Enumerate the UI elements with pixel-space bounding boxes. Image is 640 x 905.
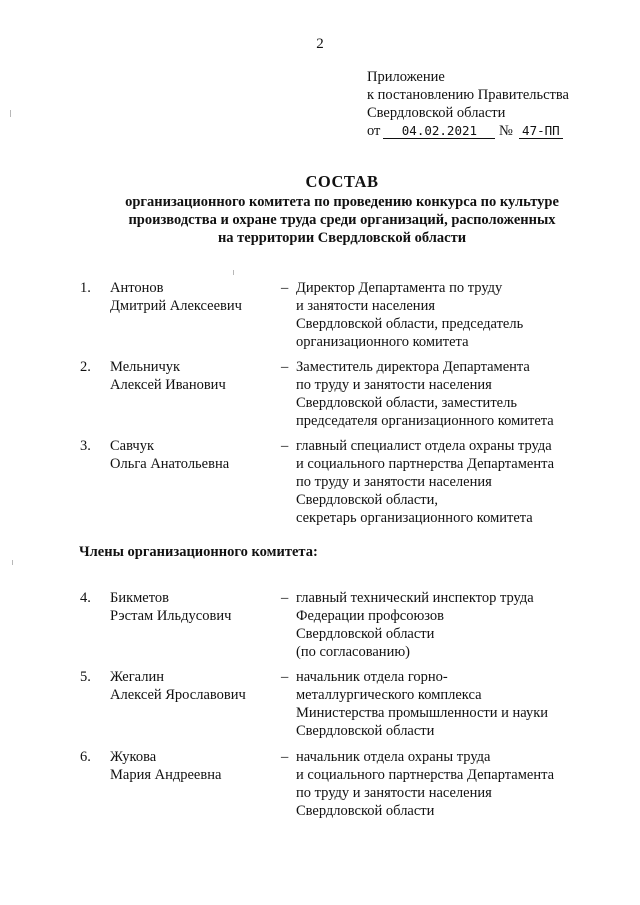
- description-line: Министерства промышленности и науки: [296, 705, 549, 721]
- scan-speck: [233, 270, 234, 275]
- description-line: и социального партнерства Департамента: [296, 767, 555, 783]
- appendix-date-line: [367, 122, 569, 140]
- entry-number: 4.: [80, 590, 91, 606]
- entry-description: [296, 589, 636, 661]
- given-names: Ольга Анатольевна: [110, 456, 230, 472]
- subtitle-line: организационного комитета по проведению конкурса по культуре: [125, 194, 559, 210]
- surname: Савчук: [110, 438, 154, 454]
- entry-description: [296, 668, 636, 740]
- description-line: Свердловской области: [296, 723, 435, 739]
- description-line: по труду и занятости населения: [296, 785, 492, 801]
- given-names: Рэстам Ильдусович: [110, 608, 232, 624]
- entry-name: [110, 437, 280, 473]
- description-line: Свердловской области: [296, 626, 435, 642]
- entry-name: [110, 668, 280, 704]
- given-names: Алексей Ярославович: [110, 687, 246, 703]
- description-line: Свердловской области, заместитель: [296, 395, 517, 411]
- entry-number: 5.: [80, 669, 91, 685]
- description-line: главный специалист отдела охраны труда: [296, 438, 552, 454]
- given-names: Алексей Иванович: [110, 377, 226, 393]
- entry-name: [110, 589, 280, 625]
- appendix-block: [367, 68, 569, 140]
- appendix-line: Свердловской области: [367, 105, 506, 121]
- surname: Бикметов: [110, 590, 169, 606]
- entry-description: [296, 279, 636, 351]
- entry-number: 3.: [80, 438, 91, 454]
- description-line: по труду и занятости населения: [296, 377, 492, 393]
- given-names: Мария Андреевна: [110, 767, 222, 783]
- document-title: СОСТАВ: [305, 172, 379, 191]
- entry-number: 1.: [80, 280, 91, 296]
- description-line: Свердловской области,: [296, 492, 439, 508]
- description-line: председателя организационного комитета: [296, 413, 554, 429]
- scan-speck: [12, 560, 13, 565]
- surname: Жегалин: [110, 669, 164, 685]
- page-number: 2: [316, 36, 324, 52]
- title-block: [0, 172, 640, 247]
- subtitle-line: на территории Свердловской области: [217, 230, 467, 246]
- description-line: начальник отдела охраны труда: [296, 749, 491, 765]
- scan-speck: [10, 110, 11, 117]
- surname: Мельничук: [110, 359, 181, 375]
- entry-number: 2.: [80, 359, 91, 375]
- document-subtitle: [0, 193, 640, 247]
- surname: Жукова: [110, 749, 157, 765]
- document-number: 47-ПП: [519, 123, 563, 139]
- entry-name: [110, 279, 280, 315]
- entry-dash: –: [281, 749, 289, 765]
- description-line: и социального партнерства Департамента: [296, 456, 555, 472]
- document-date: 04.02.2021: [383, 123, 495, 139]
- description-line: по труду и занятости населения: [296, 474, 492, 490]
- surname: Антонов: [110, 280, 164, 296]
- subtitle-line: производства и охране труда среди организаций, расположенных: [128, 212, 556, 228]
- appendix-line: Приложение: [367, 69, 445, 85]
- entry-description: [296, 437, 636, 527]
- description-line: Свердловской области, председатель: [296, 316, 524, 332]
- number-prefix: №: [499, 123, 513, 139]
- description-line: начальник отдела горно-: [296, 669, 448, 685]
- given-names: Дмитрий Алексеевич: [110, 298, 242, 314]
- entry-dash: –: [281, 438, 289, 454]
- entry-dash: –: [281, 669, 289, 685]
- description-line: Федерации профсоюзов: [296, 608, 445, 624]
- description-line: организационного комитета: [296, 334, 469, 350]
- appendix-line: к постановлению Правительства: [367, 87, 569, 103]
- entry-dash: –: [281, 280, 289, 296]
- members-heading: Члены организационного комитета:: [79, 544, 318, 560]
- description-line: и занятости населения: [296, 298, 435, 314]
- entry-description: [296, 748, 636, 820]
- description-line: главный технический инспектор труда: [296, 590, 534, 606]
- entry-description: [296, 358, 636, 430]
- description-line: секретарь организационного комитета: [296, 510, 533, 526]
- entry-number: 6.: [80, 749, 91, 765]
- description-line: Свердловской области: [296, 803, 435, 819]
- entry-name: [110, 748, 280, 784]
- description-line: Заместитель директора Департамента: [296, 359, 530, 375]
- date-prefix: от: [367, 123, 381, 139]
- description-line: (по согласованию): [296, 644, 410, 660]
- entry-dash: –: [281, 590, 289, 606]
- description-line: металлургического комплекса: [296, 687, 482, 703]
- entry-name: [110, 358, 280, 394]
- description-line: Директор Департамента по труду: [296, 280, 503, 296]
- entry-dash: –: [281, 359, 289, 375]
